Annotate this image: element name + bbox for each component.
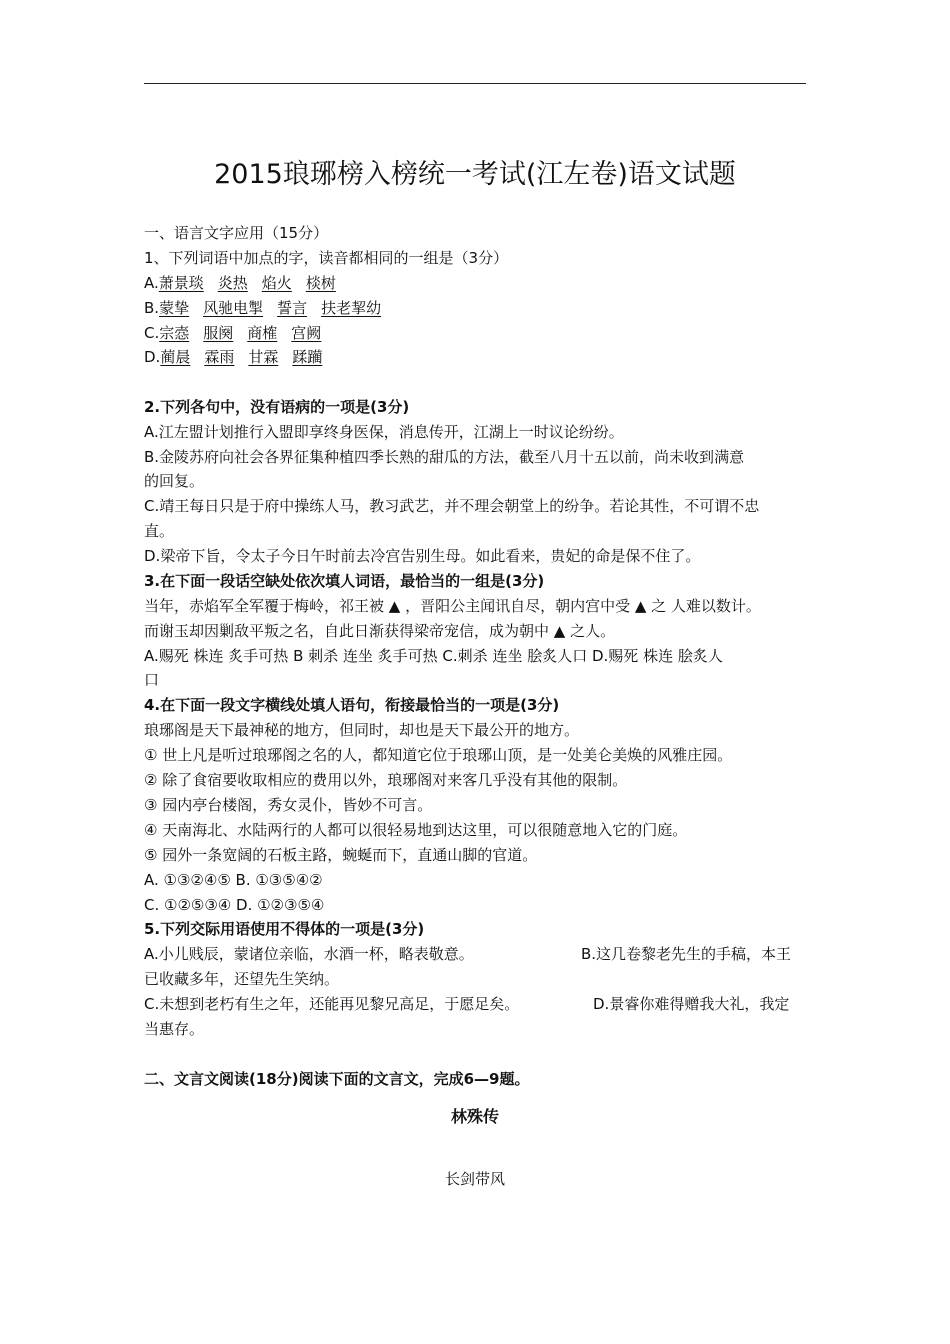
- option-letter: B.: [144, 299, 160, 317]
- q2-option-c-line2: 直。: [144, 522, 175, 540]
- q4-options-cd: C. ①②⑤③④ D. ①②③⑤④: [144, 896, 325, 914]
- q2-option-b-line1: B.金陵苏府向社会各界征集种植四季长熟的甜瓜的方法，截至八月十五以前，尚未收到满意: [144, 448, 745, 466]
- q2-option-a: A.江左盟计划推行入盟即享终身医保，消息传开，江湖上一时议论纷纷。: [144, 423, 624, 441]
- q1-option-c: [144, 322, 321, 344]
- section-1-heading: 一、语言文字应用（15分）: [144, 224, 329, 242]
- word: 服阕: [203, 324, 234, 342]
- word: 风驰电掣: [203, 299, 264, 317]
- q3-passage-line2: 而谢玉却因剿敌平叛之名，自此日渐获得梁帝宠信，成为朝中 ▲ 之人。: [144, 622, 616, 640]
- q2-option-b-line2: 的回复。: [144, 472, 205, 490]
- q3-stem: 3.在下面一段话空缺处依次填人词语，最恰当的一组是(3分): [144, 572, 545, 590]
- word: 蒙挚: [159, 299, 190, 317]
- passage-title: 林殊传: [450, 1107, 499, 1126]
- q1-option-a: [144, 272, 336, 294]
- q4-sentence-2: ② 除了食宿要收取相应的费用以外，琅琊阁对来客几乎没有其他的限制。: [144, 771, 628, 789]
- q4-intro: 琅琊阁是天下最神秘的地方，但同时，却也是天下最公开的地方。: [144, 721, 580, 739]
- option-letter: C.: [144, 324, 160, 342]
- q3-options-line2: 口: [144, 671, 160, 689]
- header-rule: [144, 83, 806, 84]
- q5-option-b-line1: B.这几卷黎老先生的手稿，本王: [581, 945, 792, 963]
- word: 宗悫: [159, 324, 190, 342]
- word: 焰火: [261, 274, 292, 292]
- q5-option-d-line2: 当惠存。: [144, 1020, 205, 1038]
- option-letter: D.: [144, 348, 161, 366]
- option-letter: A.: [144, 274, 159, 292]
- q4-sentence-3: ③ 园内亭台楼阁，秀女灵仆，皆妙不可言。: [144, 796, 433, 814]
- word: 商榷: [247, 324, 278, 342]
- q1-option-d: [144, 346, 322, 368]
- q4-sentence-1: ① 世上凡是听过琅琊阁之名的人，都知道它位于琅琊山顶，是一处美仑美焕的风雅庄园。: [144, 746, 733, 764]
- word: 扶老挈幼: [321, 299, 382, 317]
- q5-option-a: A.小儿贱辰，蒙诸位亲临，水酒一杯，略表敬意。: [144, 945, 474, 963]
- word: 誓言: [277, 299, 308, 317]
- word: 宫阙: [291, 324, 322, 342]
- q2-stem: 2.下列各句中，没有语病的一项是(3分): [144, 398, 410, 416]
- word: 蔺晨: [160, 348, 191, 366]
- word: 蹂躏: [292, 348, 323, 366]
- word: 霖雨: [204, 348, 235, 366]
- section-2-heading: 二、文言文阅读(18分)阅读下面的文言文，完成6—9题。: [144, 1070, 530, 1088]
- word: 炎热: [217, 274, 248, 292]
- q1-option-b: [144, 297, 381, 319]
- q5-option-b-line2: 已收藏多年，还望先生笑纳。: [144, 970, 340, 988]
- page-title: 2015琅琊榜入榜统一考试(江左卷)语文试题: [214, 159, 736, 190]
- q5-stem: 5.下列交际用语使用不得体的一项是(3分): [144, 920, 425, 938]
- q3-passage-line1: 当年，赤焰军全军覆于梅岭，祁王被 ▲ ，晋阳公主闻讯自尽，朝内宫中受 ▲ 之 人难以数计。: [144, 597, 761, 615]
- q1-stem: 1、下列词语中加点的字，读音都相同的一组是（3分）: [144, 249, 509, 267]
- q5-option-c: C.未想到老朽有生之年，还能再见黎兄高足，于愿足矣。: [144, 995, 520, 1013]
- q4-options-ab: A. ①③②④⑤ B. ①③⑤④②: [144, 871, 323, 889]
- passage-author: 长剑带风: [444, 1170, 505, 1188]
- q4-sentence-4: ④ 天南海北、水陆两行的人都可以很轻易地到达这里，可以很随意地入它的门庭。: [144, 821, 688, 839]
- q5-option-d-line1: D.景睿你难得赠我大礼，我定: [593, 995, 790, 1013]
- q2-option-c-line1: C.靖王每日只是于府中操练人马，教习武艺，并不理会朝堂上的纷争。若论其性，不可谓不忠: [144, 497, 760, 515]
- q4-stem: 4.在下面一段文字横线处填人语句，衔接最恰当的一项是(3分): [144, 696, 560, 714]
- word: 棪树: [305, 274, 336, 292]
- word: 萧景琰: [158, 274, 204, 292]
- word: 甘霖: [248, 348, 279, 366]
- q2-option-d: D.梁帝下旨，令太子今日午时前去冷宫告别生母。如此看来，贵妃的命是保不住了。: [144, 547, 701, 565]
- q4-sentence-5: ⑤ 园外一条宽阔的石板主路，蜿蜒而下，直通山脚的官道。: [144, 846, 538, 864]
- q3-options-line1: A.赐死 株连 炙手可热 B 刺杀 连坐 炙手可热 C.刺杀 连坐 脍炙人口 D.赐死 株连 脍炙人: [144, 647, 723, 665]
